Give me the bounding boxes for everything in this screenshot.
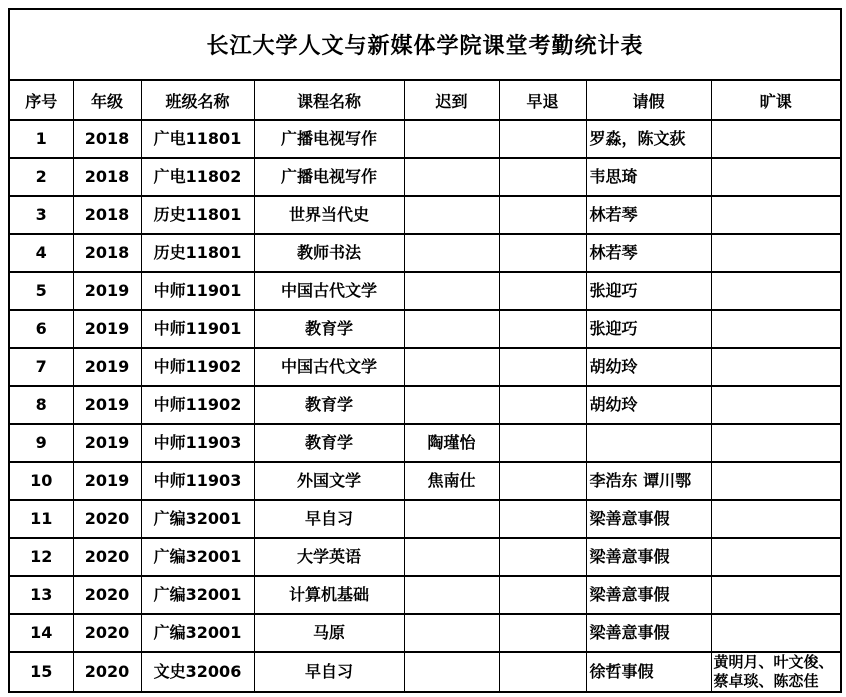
table-cell [711,310,841,348]
table-cell [499,272,586,310]
table-cell: 5 [9,272,73,310]
table-cell: 胡幼玲 [586,348,711,386]
table-cell [711,462,841,500]
table-cell: 早自习 [254,652,404,692]
table-cell: 教师书法 [254,234,404,272]
table-cell [499,386,586,424]
table-cell: 2020 [73,652,141,692]
table-cell: 13 [9,576,73,614]
table-cell [711,272,841,310]
table-cell: 2019 [73,310,141,348]
table-row [9,386,841,424]
table-cell [499,234,586,272]
table-cell [711,424,841,462]
table-cell [499,614,586,652]
table-cell [404,576,499,614]
table-row [9,158,841,196]
table-cell: 焦南仕 [404,462,499,500]
table-cell: 3 [9,196,73,234]
table-cell [404,614,499,652]
table-cell: 李浩东 谭川鄂 [586,462,711,500]
table-cell [499,158,586,196]
table-row [9,538,841,576]
table-cell: 2020 [73,614,141,652]
table-cell [404,310,499,348]
table-cell [499,462,586,500]
table-cell: 2019 [73,424,141,462]
table-cell: 教育学 [254,310,404,348]
table-cell: 4 [9,234,73,272]
table-row [9,310,841,348]
table-cell: 2019 [73,272,141,310]
table-cell [404,652,499,692]
table-cell: 7 [9,348,73,386]
table-cell [711,386,841,424]
header-row [9,80,841,120]
table-cell: 胡幼玲 [586,386,711,424]
table-cell: 2 [9,158,73,196]
table-cell [499,576,586,614]
table-cell: 2019 [73,348,141,386]
table-cell: 中师11903 [141,424,254,462]
table-cell: 中师11901 [141,310,254,348]
table-cell [499,500,586,538]
header-cell-grade: 年级 [73,80,141,120]
table-cell [711,234,841,272]
table-cell: 梁善意事假 [586,614,711,652]
table-cell: 2018 [73,120,141,158]
table-cell: 张迎巧 [586,310,711,348]
table-row [9,500,841,538]
table-cell: 1 [9,120,73,158]
table-cell [404,500,499,538]
table-cell: 10 [9,462,73,500]
table-cell [499,424,586,462]
table-row [9,652,841,692]
table-cell: 2020 [73,538,141,576]
table-cell: 2018 [73,158,141,196]
table-cell: 12 [9,538,73,576]
table-cell: 世界当代史 [254,196,404,234]
table-cell: 广编32001 [141,614,254,652]
table-row [9,196,841,234]
table-cell: 6 [9,310,73,348]
table-cell: 广电11802 [141,158,254,196]
table-cell [404,234,499,272]
table-cell [499,196,586,234]
table-cell: 2020 [73,576,141,614]
table-cell [586,424,711,462]
table-cell [499,348,586,386]
table-cell [711,348,841,386]
table-cell: 徐哲事假 [586,652,711,692]
table-cell: 中师11903 [141,462,254,500]
table-cell: 中国古代文学 [254,348,404,386]
table-cell: 中国古代文学 [254,272,404,310]
table-cell: 广电11801 [141,120,254,158]
table-cell: 历史11801 [141,196,254,234]
table-cell: 张迎巧 [586,272,711,310]
table-cell: 中师11902 [141,386,254,424]
page-title: 长江大学人文与新媒体学院课堂考勤统计表 [9,9,841,80]
table-row [9,120,841,158]
table-cell: 陶瑾怡 [404,424,499,462]
title-row [9,9,841,80]
table-row [9,272,841,310]
table-row [9,576,841,614]
table-cell: 梁善意事假 [586,538,711,576]
table-cell: 2020 [73,500,141,538]
table-cell [711,500,841,538]
table-cell: 11 [9,500,73,538]
table-cell: 8 [9,386,73,424]
attendance-table [8,8,842,693]
table-cell [711,614,841,652]
table-cell [711,120,841,158]
table-cell [711,576,841,614]
table-cell: 中师11902 [141,348,254,386]
table-cell: 梁善意事假 [586,500,711,538]
table-cell: 教育学 [254,386,404,424]
table-row [9,614,841,652]
table-cell: 15 [9,652,73,692]
table-cell: 广编32001 [141,576,254,614]
table-cell: 历史11801 [141,234,254,272]
table-cell: 林若琴 [586,196,711,234]
table-cell: 广编32001 [141,500,254,538]
table-cell [404,120,499,158]
table-cell [404,538,499,576]
header-cell-class-name: 班级名称 [141,80,254,120]
table-cell [404,158,499,196]
table-cell: 广编32001 [141,538,254,576]
table-cell [711,538,841,576]
table-cell: 2019 [73,462,141,500]
table-row [9,462,841,500]
table-cell: 广播电视写作 [254,158,404,196]
table-cell: 2018 [73,196,141,234]
table-cell [711,196,841,234]
table-cell: 罗淼，陈文荻 [586,120,711,158]
header-cell-course-name: 课程名称 [254,80,404,120]
table-cell: 计算机基础 [254,576,404,614]
header-cell-index: 序号 [9,80,73,120]
table-cell: 韦思琦 [586,158,711,196]
table-cell: 14 [9,614,73,652]
table-cell: 梁善意事假 [586,576,711,614]
table-cell: 外国文学 [254,462,404,500]
table-cell [404,348,499,386]
table-cell: 林若琴 [586,234,711,272]
table-cell: 大学英语 [254,538,404,576]
table-cell: 2018 [73,234,141,272]
header-cell-leave: 请假 [586,80,711,120]
table-cell [404,196,499,234]
table-cell: 马原 [254,614,404,652]
table-cell [499,538,586,576]
table-cell [404,386,499,424]
table-cell: 广播电视写作 [254,120,404,158]
table-cell: 2019 [73,386,141,424]
header-cell-late: 迟到 [404,80,499,120]
table-cell: 教育学 [254,424,404,462]
table-cell: 9 [9,424,73,462]
table-cell [499,120,586,158]
table-cell: 早自习 [254,500,404,538]
table-cell [499,310,586,348]
table-row [9,234,841,272]
table-cell [404,272,499,310]
table-cell [711,158,841,196]
table-row [9,348,841,386]
table-cell: 文史32006 [141,652,254,692]
table-row [9,424,841,462]
header-cell-absence: 旷课 [711,80,841,120]
table-cell: 中师11901 [141,272,254,310]
table-cell: 黄明月、叶文俊、蔡卓琰、陈恋佳 [711,652,841,692]
header-cell-early-leave: 早退 [499,80,586,120]
table-cell [499,652,586,692]
